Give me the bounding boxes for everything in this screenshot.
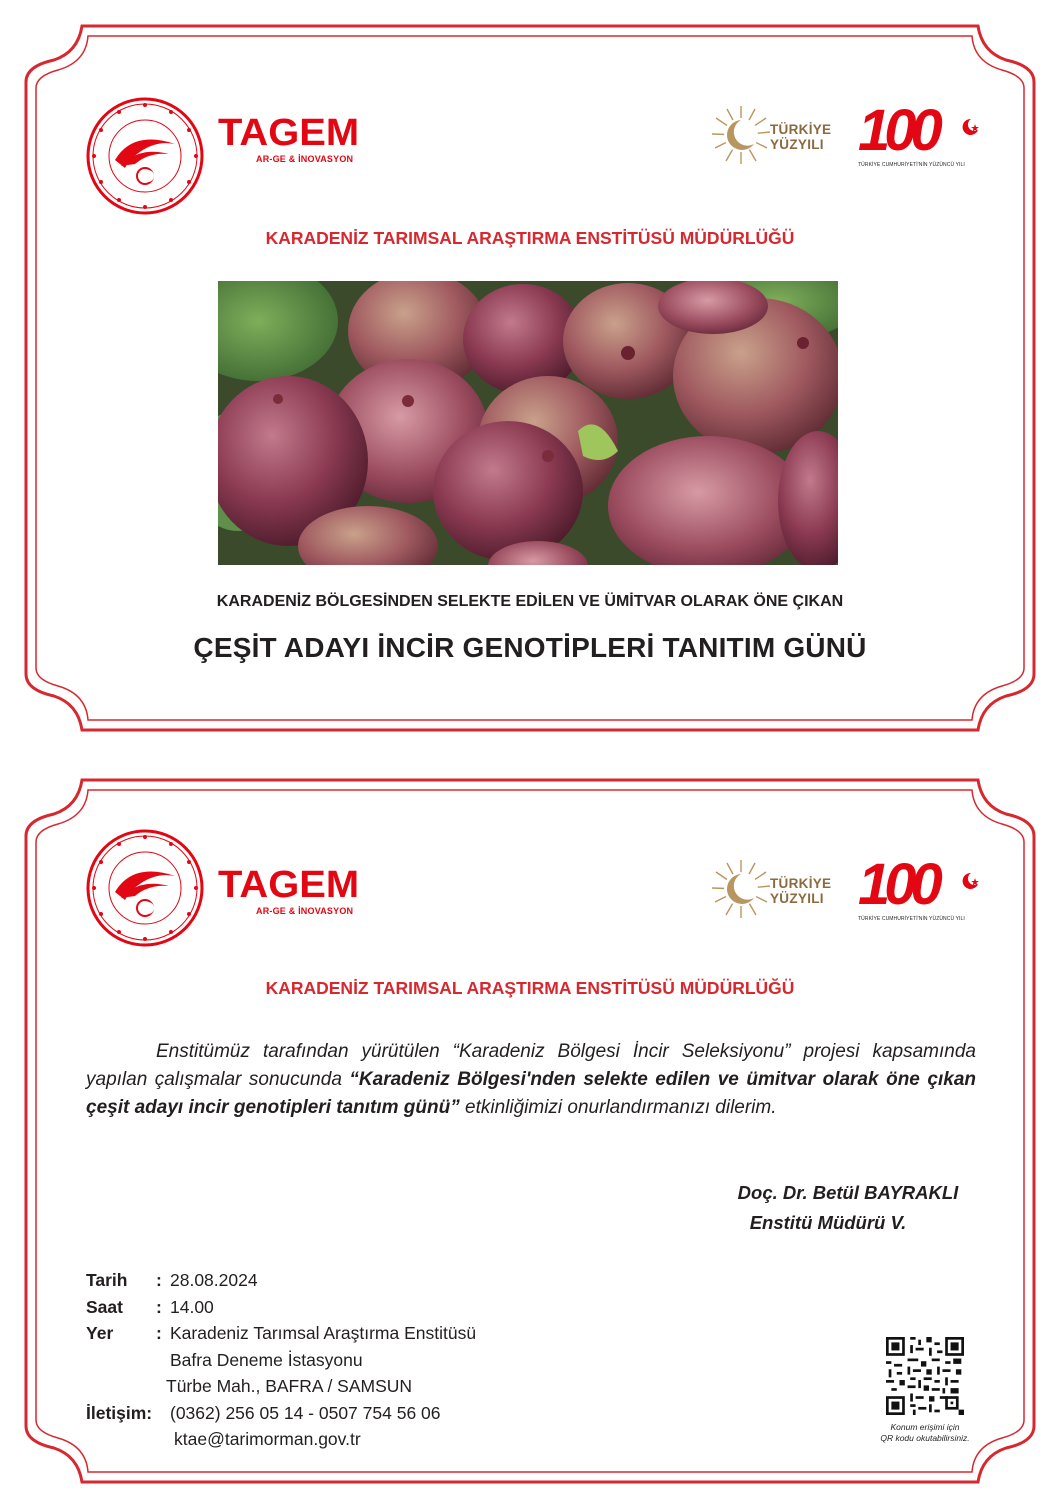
info-place-row [86,1320,606,1347]
tagem-logo [218,864,360,916]
body-text-closing: etkinliğimizi onurlandırmanızı dilerim. [459,1097,777,1118]
centennial-logo [858,98,988,168]
time-value: 14.00 [170,1296,214,1317]
signer-name: Doç. Dr. Betül BAYRAKLI [737,1182,959,1203]
centennial-number: 100 [858,98,937,163]
turkiye-line-1: TÜRKİYE [770,122,832,137]
qr-caption-line-1: Konum erişimi için [890,1422,960,1432]
invitation-detail-card [22,776,1038,1486]
crescent-star-icon [962,118,980,136]
sun-emblem-icon [710,858,774,920]
tagem-wordmark: TAGEM [218,112,360,154]
info-date-row [86,1267,606,1294]
place-label: Yer [86,1323,114,1343]
info-contact-row [86,1400,606,1427]
centennial-number: 100 [858,852,937,917]
institute-title: KARADENİZ TARIMSAL ARAŞTIRMA ENSTİTÜSÜ MÜDÜRLÜĞÜ [265,228,795,248]
body-text-event-name: “Karadeniz Bölgesi'nden selekte edilen ve ümitvar olarak öne çıkan çeşit adayı incir genotipleri tanıtım günü” [86,1069,976,1118]
ministry-seal-logo [85,96,205,216]
qr-caption [860,1422,990,1444]
institute-title: KARADENİZ TARIMSAL ARAŞTIRMA ENSTİTÜSÜ MÜDÜRLÜĞÜ [265,978,795,998]
tagem-logo [218,112,360,164]
separator: : [156,1296,162,1317]
body-text-intro: Enstitümüz tarafından yürütülen “Karadeniz Bölgesi İncir Seleksiyonu” projesi kapsamında yapılan çalışmalar sonucunda [86,1041,976,1090]
date-label: Tarih [86,1270,128,1290]
contact-label: İletişim: [86,1402,153,1423]
qr-caption-line-2: QR kodu okutabilirsiniz. [880,1433,970,1443]
time-label: Saat [86,1296,123,1317]
invitation-cover-card [22,22,1038,734]
place-line-1: Karadeniz Tarımsal Araştırma Enstitüsü [170,1323,477,1343]
turkiye-yuzyili-logo [710,104,850,164]
contact-email[interactable]: ktae@tarimorman.gov.tr [174,1429,361,1449]
location-qr-code[interactable] [886,1337,964,1415]
centennial-subtitle: TÜRKİYE CUMHURİYETİ'NİN YÜZÜNCÜ YILI [858,162,965,168]
separator: : [156,1270,162,1290]
centennial-logo [858,852,988,922]
invitation-body [86,1038,976,1122]
event-title: ÇEŞİT ADAYI İNCİR GENOTİPLERİ TANITIM GÜNÜ [193,632,867,663]
turkiye-line-1: TÜRKİYE [770,876,832,891]
sun-emblem-icon [710,104,774,166]
tagem-subtitle: AR-GE & İNOVASYON [256,906,354,916]
tagem-subtitle: AR-GE & İNOVASYON [256,154,354,164]
event-info [86,1267,606,1453]
ministry-seal-logo [85,828,205,948]
tagem-wordmark: TAGEM [218,864,360,906]
event-subtitle: KARADENİZ BÖLGESİNDEN SELEKTE EDİLEN VE ÜMİTVAR OLARAK ÖNE ÇIKAN [216,593,844,610]
phone-numbers[interactable]: (0362) 256 05 14 - 0507 754 56 06 [170,1402,441,1423]
turkiye-line-2: YÜZYILI [770,137,824,152]
date-value: 28.08.2024 [170,1270,258,1290]
separator: : [156,1323,162,1343]
turkiye-line-2: YÜZYILI [770,891,824,906]
turkiye-yuzyili-logo [710,858,850,918]
centennial-subtitle: TÜRKİYE CUMHURİYETİ'NİN YÜZÜNCÜ YILI [858,916,965,922]
figs-photo [218,281,838,565]
place-line-3: Türbe Mah., BAFRA / SAMSUN [166,1376,413,1396]
info-time-row [86,1294,606,1321]
signer-title: Enstitü Müdürü V. [749,1212,907,1233]
crescent-star-icon [962,872,980,890]
place-line-2: Bafra Deneme İstasyonu [170,1349,363,1370]
